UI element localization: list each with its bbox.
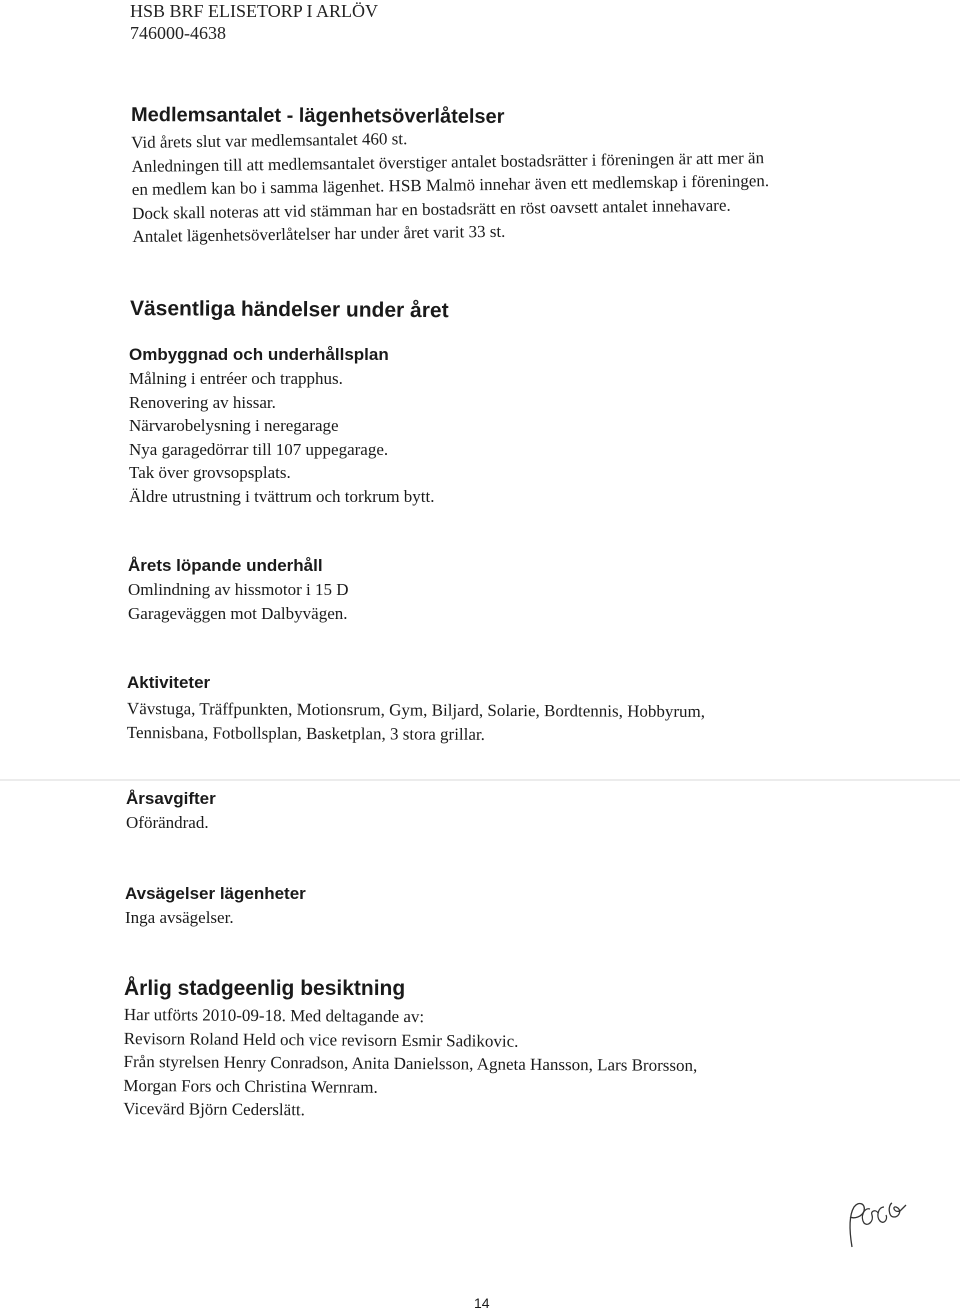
section-vasentliga xyxy=(130,297,960,321)
text-line: Renovering av hissar. xyxy=(129,392,276,412)
org-number: 746000-4638 xyxy=(130,23,226,43)
text-line: Inga avsägelser. xyxy=(125,908,234,927)
text-line: Närvarobelysning i neregarage xyxy=(129,416,339,436)
handwritten-initials-signature xyxy=(840,1195,910,1250)
text-line: Dock skall noteras att vid stämman har en bostadsrätt en röst oavsett antalet innehavare. xyxy=(132,195,731,223)
section-subtitle: Ombyggnad och underhållsplan xyxy=(129,345,389,364)
text-line: Från styrelsen Henry Conradson, Anita Danielsson, Agneta Hansson, Lars Brorsson, xyxy=(123,1052,698,1076)
page-number-text: 14 xyxy=(474,1295,490,1311)
text-line: Anledningen till att medlemsantalet överstiger antalet bostadsrätter i föreningen är att mer än xyxy=(131,147,765,176)
text-line: Vävstuga, Träffpunkten, Motionsrum, Gym, Biljard, Solarie, Bordtennis, Hobbyrum, xyxy=(126,699,706,722)
section-subtitle: Årsavgifter xyxy=(126,789,216,808)
section-subtitle: Avsägelser lägenheter xyxy=(125,884,306,903)
section-besiktning xyxy=(124,977,960,1121)
text-line: Garageväggen mot Dalbyvägen. xyxy=(128,603,348,623)
text-line: Äldre utrustning i tvättrum och torkrum bytt. xyxy=(129,486,435,506)
text-line: Vid årets slut var medlemsantalet 460 st. xyxy=(131,129,408,152)
org-name: HSB BRF ELISETORP I ARLÖV xyxy=(130,1,379,21)
text-line: Har utförts 2010-09-18. Med deltagande av: xyxy=(123,1004,425,1027)
scan-artifact-line xyxy=(0,779,960,781)
text-line: Antalet lägenhetsöverlåtelser har under året varit 33 st. xyxy=(132,222,506,247)
section-title: Medlemsantalet - lägenhetsöverlåtelser xyxy=(130,104,505,128)
document-header xyxy=(130,0,378,44)
section-subtitle: Årets löpande underhåll xyxy=(128,556,323,575)
text-line: Revisorn Roland Held och vice revisorn Esmir Sadikovic. xyxy=(123,1028,519,1051)
text-line: Morgan Fors och Christina Wernram. xyxy=(123,1075,378,1097)
text-line: Vicevärd Björn Cederslätt. xyxy=(123,1099,305,1120)
text-line: en medlem kan bo i samma lägenhet. HSB Malmö innehar även ett medlemskap i föreningen. xyxy=(131,171,770,200)
section-aktiviteter xyxy=(127,673,960,744)
text-line: Målning i entréer och trapphus. xyxy=(129,369,343,388)
section-title: Väsentliga händelser under året xyxy=(129,297,449,323)
section-avsagelser xyxy=(125,884,960,930)
text-line: Oförändrad. xyxy=(126,813,209,832)
section-lopande xyxy=(128,556,960,625)
text-line: Nya garagedörrar till 107 uppegarage. xyxy=(129,439,389,459)
text-line: Tak över grovsopsplats. xyxy=(129,463,291,483)
text-line: Omlindning av hissmotor i 15 D xyxy=(128,580,349,599)
section-ombyggnad xyxy=(129,345,960,509)
section-subtitle: Aktiviteter xyxy=(127,673,211,692)
text-line: Tennisbana, Fotbollsplan, Basketplan, 3 stora grillar. xyxy=(126,722,485,744)
section-arsavgifter xyxy=(126,789,960,835)
section-title: Årlig stadgeenlig besiktning xyxy=(124,977,406,1000)
section-medlemsantal xyxy=(131,104,960,249)
